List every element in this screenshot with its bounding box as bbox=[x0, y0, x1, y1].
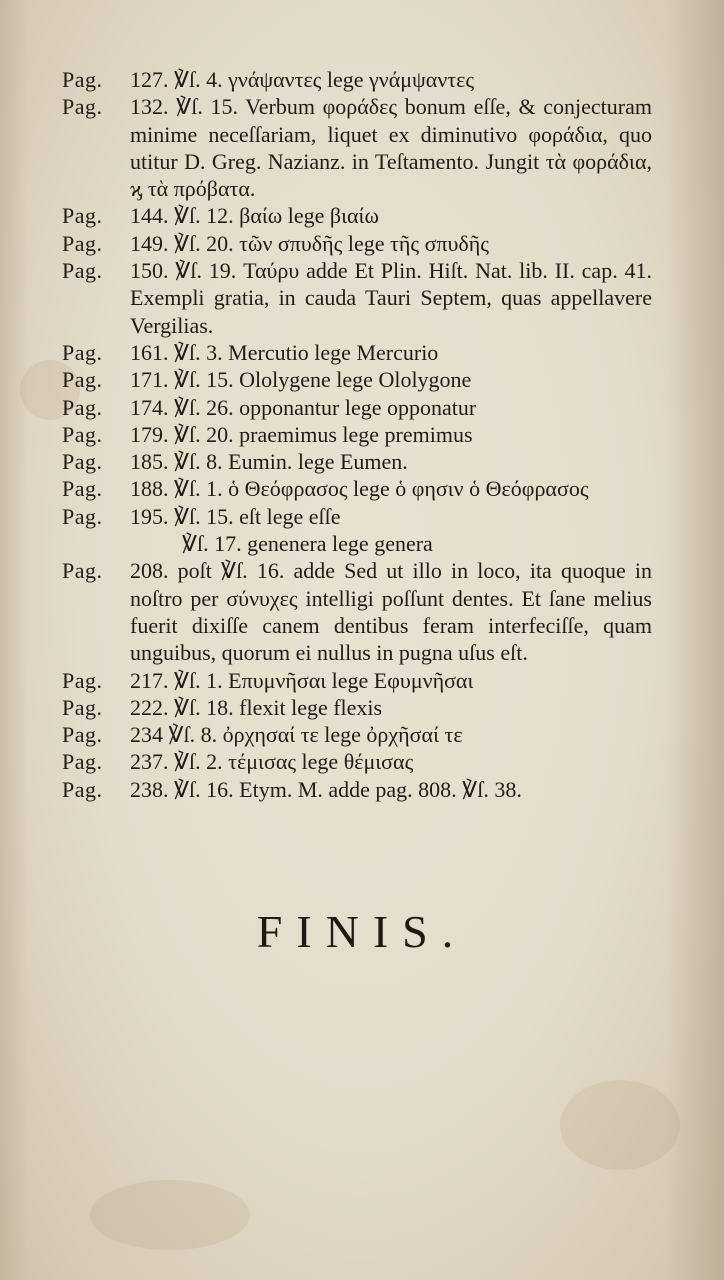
errata-text: 208. poſt ℣ſ. 16. adde Sed ut illo in loco, ita quoque in noſtro per σύνυχες intelligi poſſunt dentes. Et ſane melius fuerit dixiſſe canem dentibus feram interfeciſſe, quam unguibus, quorum ei nullus in pugna uſus eſt. bbox=[130, 558, 652, 666]
errata-text: 185. ℣ſ. 8. Eumin. lege Eumen. bbox=[130, 449, 408, 475]
errata-text: 171. ℣ſ. 15. Ololygene lege Ololygone bbox=[130, 367, 472, 393]
errata-entry bbox=[62, 530, 652, 557]
errata-entry bbox=[62, 366, 652, 393]
errata-entry bbox=[62, 475, 652, 502]
errata-entry bbox=[62, 448, 652, 475]
errata-text: 234 ℣ſ. 8. ὀρχησαί τε lege ὀρχῆσαί τε bbox=[130, 722, 463, 748]
page-label: Pag. bbox=[62, 449, 103, 475]
errata-text: 237. ℣ſ. 2. τέμισας lege θέμισας bbox=[130, 749, 414, 775]
paper-stain bbox=[560, 1080, 680, 1170]
errata-text: 150. ℣ſ. 19. Ταύρυ adde Et Plin. Hiſt. Nat. lib. II. cap. 41. Exempli gratia, in cauda Tauri Septem, quas appellavere Vergilias. bbox=[130, 258, 652, 338]
page-label: Pag. bbox=[62, 367, 103, 393]
errata-text: 174. ℣ſ. 26. opponantur lege opponatur bbox=[130, 394, 477, 420]
errata-entry bbox=[62, 394, 652, 421]
errata-text: 179. ℣ſ. 20. praemimus lege premimus bbox=[130, 421, 473, 447]
page-label: Pag. bbox=[62, 749, 103, 775]
page-label: Pag. bbox=[62, 67, 103, 92]
page-label: Pag. bbox=[62, 421, 103, 447]
errata-text: ℣ſ. 17. genenera lege genera bbox=[182, 531, 433, 557]
page-label: Pag. bbox=[62, 722, 103, 748]
errata-entry bbox=[62, 694, 652, 721]
errata-entry bbox=[62, 776, 652, 803]
errata-text: 161. ℣ſ. 3. Mercutio lege Mercurio bbox=[130, 339, 439, 365]
page-label: Pag. bbox=[62, 94, 103, 120]
page-label: Pag. bbox=[62, 339, 103, 365]
page-label: Pag. bbox=[62, 667, 103, 693]
errata-list bbox=[62, 66, 652, 803]
errata-entry bbox=[62, 421, 652, 448]
page-label: Pag. bbox=[62, 503, 103, 529]
page-label: Pag. bbox=[62, 394, 103, 420]
errata-entry bbox=[62, 557, 652, 666]
page-label: Pag. bbox=[62, 558, 103, 584]
errata-entry bbox=[62, 202, 652, 229]
finis-heading: FINIS. bbox=[256, 906, 468, 957]
page-label: Pag. bbox=[62, 230, 103, 256]
page-label: Pag. bbox=[62, 476, 103, 502]
errata-text: 195. ℣ſ. 15. eſt lege eſſe bbox=[130, 503, 341, 529]
page-label: Pag. bbox=[62, 776, 103, 802]
errata-text: 188. ℣ſ. 1. ὁ Θεόφρασος lege ὁ φησιν ὁ Θεόφρασος bbox=[130, 476, 589, 502]
errata-entry bbox=[62, 93, 652, 202]
errata-entry bbox=[62, 721, 652, 748]
errata-text: 132. ℣ſ. 15. Verbum φοράδες bonum eſſe, & conjecturam minime neceſſariam, liquet ex diminutivo φοράδια, quo utitur D. Greg. Nazianz. in Teſtamento. Jungit τὰ φοράδια, ϗ τὰ πρόβατα. bbox=[130, 94, 652, 202]
errata-entry bbox=[62, 748, 652, 775]
errata-entry bbox=[62, 339, 652, 366]
errata-text: 127. ℣ſ. 4. γνάψαντες lege γνάμψαντες bbox=[130, 67, 475, 92]
errata-text: 144. ℣ſ. 12. βαίω lege βιαίω bbox=[130, 203, 379, 229]
errata-entry bbox=[62, 503, 652, 530]
errata-entry bbox=[62, 230, 652, 257]
page-label: Pag. bbox=[62, 694, 103, 720]
paper-stain bbox=[90, 1180, 250, 1250]
errata-entry bbox=[62, 66, 652, 93]
errata-text: 149. ℣ſ. 20. τῶν σπυδῆς lege τῆς σπυδῆς bbox=[130, 230, 490, 256]
errata-text: 222. ℣ſ. 18. flexit lege flexis bbox=[130, 694, 383, 720]
page-label: Pag. bbox=[62, 258, 103, 284]
page-label: Pag. bbox=[62, 203, 103, 229]
errata-entry bbox=[62, 257, 652, 339]
errata-text: 238. ℣ſ. 16. Etym. M. adde pag. 808. ℣ſ. 38. bbox=[130, 776, 522, 802]
errata-text: 217. ℣ſ. 1. Επυμνῆσαι lege Εφυμνῆσαι bbox=[130, 667, 474, 693]
errata-entry bbox=[62, 667, 652, 694]
